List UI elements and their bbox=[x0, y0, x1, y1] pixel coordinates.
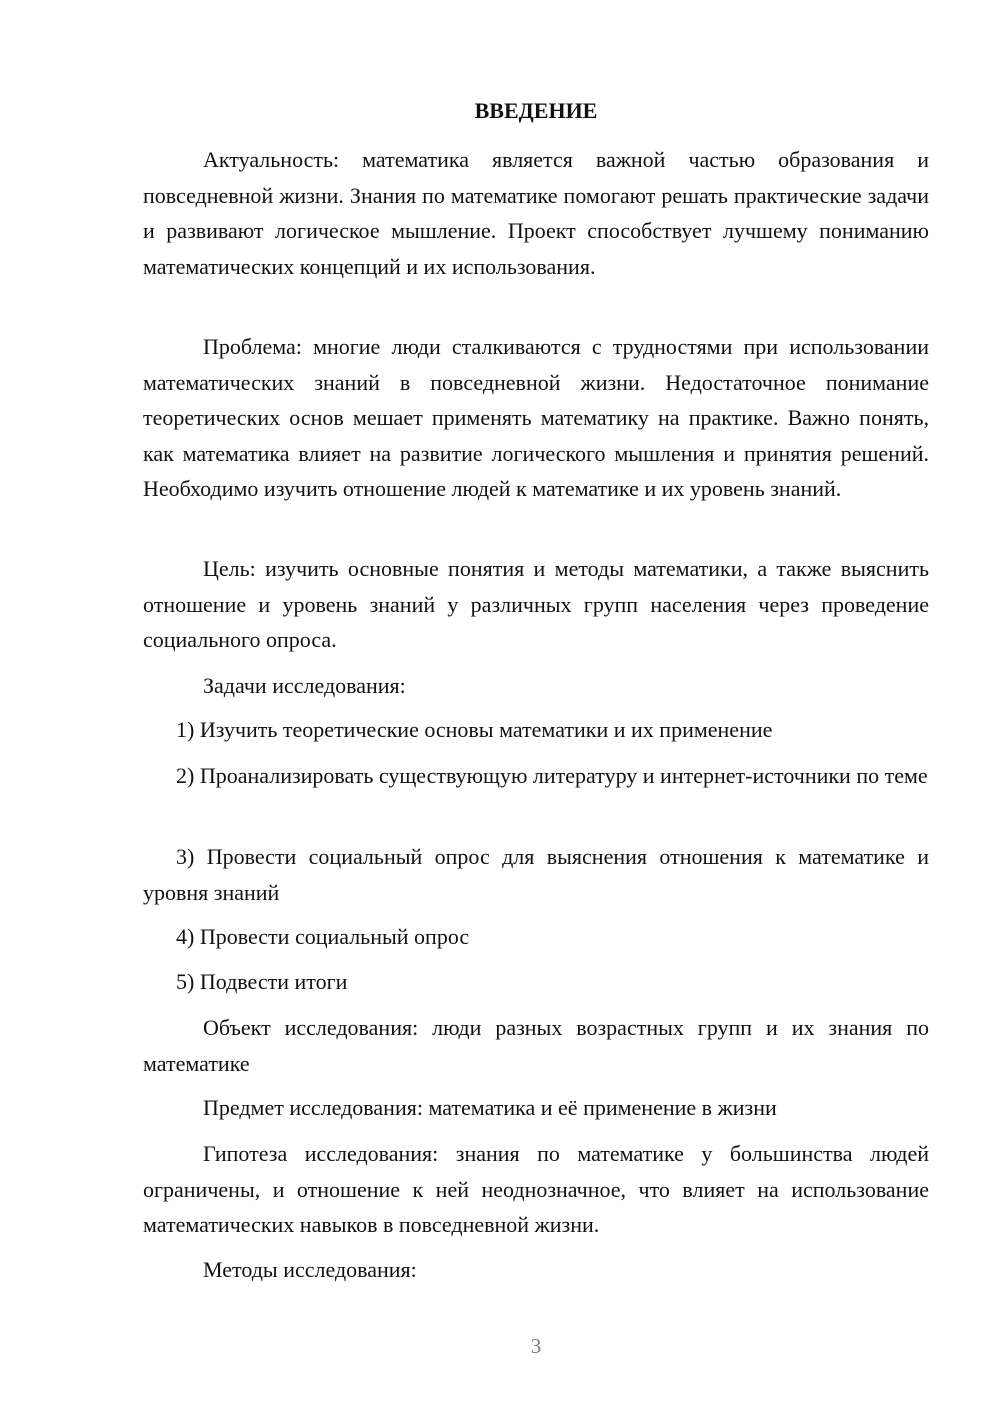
page-title: ВВЕДЕНИЕ bbox=[474, 98, 598, 123]
task-item-3: 3) Провести социальный опрос для выяснения отношения к математике и уровня знаний bbox=[143, 844, 929, 905]
hypothesis-paragraph: Гипотеза исследования: знания по математике у большинства людей ограничены, и отношение к ней неоднозначное, что влияет на использование математических навыков в повседневной жизни. bbox=[143, 1141, 929, 1237]
problem-paragraph: Проблема: многие люди сталкиваются с трудностями при использовании математических знаний в повседневной жизни. Недостаточное понимание теоретических основ мешает применять математику на практике. Важно понять, как математика влияет на развитие логического мышления и принятия решений. Необходимо изучить отношение людей к математике и их уровень знаний. bbox=[143, 334, 929, 501]
task-item-4: 4) Провести социальный опрос bbox=[176, 924, 470, 949]
relevance-paragraph: Актуальность: математика является важной частью образования и повседневной жизни. Знания по математике помогают решать практические задачи и развивают логическое мышление. Проект способствует лучшему пониманию математических концепций и их использования. bbox=[143, 147, 929, 279]
task-item-2: 2) Проанализировать существующую литературу и интернет-источники по теме bbox=[176, 763, 928, 788]
task-item-5: 5) Подвести итоги bbox=[176, 969, 348, 994]
object-paragraph: Объект исследования: люди разных возрастных групп и их знания по математике bbox=[143, 1015, 929, 1076]
methods-heading: Методы исследования: bbox=[203, 1257, 417, 1282]
goal-paragraph: Цель: изучить основные понятия и методы математики, а также выяснить отношение и уровень знаний у различных групп населения через проведение социального опроса. bbox=[143, 556, 929, 652]
task-item-1: 1) Изучить теоретические основы математики и их применение bbox=[176, 717, 773, 742]
subject-paragraph: Предмет исследования: математика и её применение в жизни bbox=[203, 1095, 777, 1120]
tasks-heading: Задачи исследования: bbox=[203, 673, 406, 698]
page-number: 3 bbox=[530, 1334, 542, 1358]
